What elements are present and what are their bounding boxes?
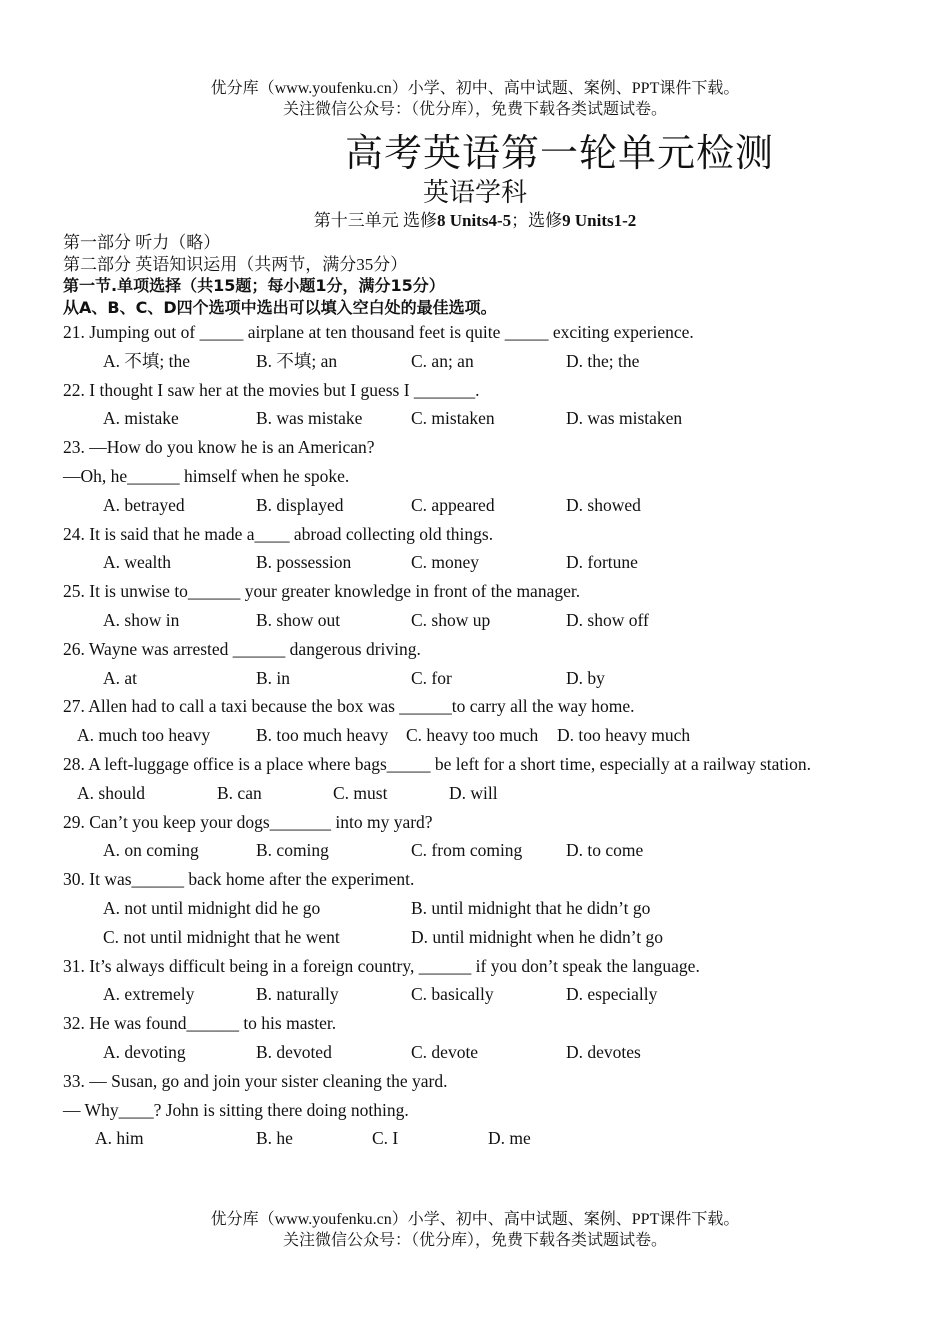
options-row	[63, 548, 887, 577]
section-1-heading: 第一节.单项选择（共15题；每小题1分，满分15分）	[63, 276, 445, 295]
answer-option[interactable]: D. by	[566, 667, 605, 688]
answer-option[interactable]: C. devote	[411, 1041, 479, 1062]
answer-option[interactable]: A. at	[103, 667, 138, 688]
answer-option[interactable]: A. devoting	[103, 1041, 186, 1062]
answer-option[interactable]: C. show up	[411, 609, 491, 630]
answer-option[interactable]: D. the; the	[566, 350, 640, 371]
unit-mid: ；选修	[511, 211, 563, 230]
unit-elective-8: 8 Units4-5	[436, 211, 512, 230]
question-stem: 25. It is unwise to______ your greater knowledge in front of the manager.	[63, 581, 581, 602]
question-stem: 30. It was______ back home after the experiment.	[63, 869, 415, 890]
answer-option[interactable]: A. mistake	[103, 408, 179, 429]
question-stem: 32. He was found______ to his master.	[63, 1013, 337, 1034]
answer-option[interactable]: C. appeared	[411, 494, 495, 515]
answer-option[interactable]: D. devotes	[566, 1041, 641, 1062]
question-stem: 31. It’s always difficult being in a foreign country, ______ if you don’t speak the language.	[63, 955, 700, 976]
answer-option[interactable]: D. too heavy much	[557, 725, 691, 746]
question-stem: 27. Allen had to call a taxi because the box was ______to carry all the way home.	[63, 696, 635, 717]
question-stem: 26. Wayne was arrested ______ dangerous driving.	[63, 638, 421, 659]
question-stem: —Oh, he______ himself when he spoke.	[63, 465, 350, 486]
options-row	[63, 347, 887, 376]
answer-option[interactable]: B. possession	[256, 552, 352, 573]
question-stem: 22. I thought I saw her at the movies but I guess I _______.	[63, 379, 480, 400]
answer-option[interactable]: D. fortune	[566, 552, 638, 573]
answer-option[interactable]: C. for	[411, 667, 452, 688]
answer-option[interactable]: D. until midnight when he didn’t go	[411, 926, 663, 947]
options-row	[63, 721, 887, 750]
options-row	[63, 894, 887, 923]
answer-option[interactable]: A. betrayed	[103, 494, 185, 515]
answer-option[interactable]: D. me	[488, 1128, 531, 1149]
question-stem: 28. A left-luggage office is a place where bags_____ be left for a short time, especially at a railway station.	[63, 753, 812, 774]
answer-option[interactable]: C. I	[372, 1128, 399, 1149]
page-title: 高考英语第一轮单元检测	[345, 133, 775, 175]
answer-option[interactable]: A. wealth	[103, 552, 172, 573]
options-row	[63, 664, 887, 693]
answer-option[interactable]: C. not until midnight that he went	[103, 926, 340, 947]
answer-option[interactable]: A. 不填; the	[103, 350, 191, 371]
answer-option[interactable]: B. was mistake	[256, 408, 363, 429]
answer-option[interactable]: A. him	[95, 1128, 144, 1149]
answer-option[interactable]: D. to come	[566, 840, 644, 861]
options-row	[63, 404, 887, 433]
question-stem: 23. —How do you know he is an American?	[63, 437, 375, 458]
options-row	[63, 836, 887, 865]
answer-option[interactable]: C. money	[411, 552, 480, 573]
answer-option[interactable]: A. should	[77, 782, 146, 803]
footer-line-1: 优分库（www.youfenku.cn）小学、初中、高中试题、案例、PPT课件下载。	[210, 1211, 740, 1228]
answer-option[interactable]: D. was mistaken	[566, 408, 683, 429]
part-2-heading: 第二部分 英语知识运用（共两节，满分35分）	[63, 255, 408, 274]
unit-elective-9: 9 Units1-2	[562, 211, 637, 230]
options-row	[63, 923, 887, 952]
answer-option[interactable]: B. show out	[256, 609, 341, 630]
answer-option[interactable]: B. 不填; an	[256, 350, 338, 371]
part-1-heading: 第一部分 听力（略）	[63, 233, 221, 252]
options-row	[63, 779, 887, 808]
answer-option[interactable]: C. must	[333, 782, 388, 803]
answer-option[interactable]: B. coming	[256, 840, 329, 861]
answer-option[interactable]: B. naturally	[256, 984, 339, 1005]
answer-option[interactable]: D. show off	[566, 609, 649, 630]
answer-option[interactable]: C. heavy too much	[406, 725, 539, 746]
options-row	[63, 1124, 887, 1153]
answer-option[interactable]: B. until midnight that he didn’t go	[411, 897, 651, 918]
answer-option[interactable]: B. can	[217, 782, 262, 803]
question-stem: 33. — Susan, go and join your sister cleaning the yard.	[63, 1070, 448, 1091]
answer-option[interactable]: D. showed	[566, 494, 641, 515]
footer-line-2: 关注微信公众号：（优分库），免费下载各类试题试卷。	[282, 1232, 667, 1249]
answer-option[interactable]: D. especially	[566, 984, 658, 1005]
answer-option[interactable]: A. extremely	[103, 984, 195, 1005]
page-subtitle: 英语学科	[422, 178, 527, 207]
answer-option[interactable]: C. basically	[411, 984, 494, 1005]
question-stem: 21. Jumping out of _____ airplane at ten thousand feet is quite _____ exciting experience.	[63, 322, 694, 342]
options-row	[63, 1038, 887, 1067]
instruction-text: 从A、B、C、D四个选项中选出可以填入空白处的最佳选项。	[63, 298, 497, 317]
answer-option[interactable]: A. show in	[103, 609, 180, 630]
question-list	[63, 318, 887, 1153]
answer-option[interactable]: B. too much heavy	[256, 725, 389, 746]
answer-option[interactable]: B. displayed	[256, 494, 344, 515]
answer-option[interactable]: A. not until midnight did he go	[103, 897, 321, 918]
answer-option[interactable]: B. devoted	[256, 1041, 332, 1062]
header-line-2: 关注微信公众号：（优分库），免费下载各类试题试卷。	[282, 101, 667, 118]
answer-option[interactable]: C. from coming	[411, 840, 523, 861]
header-line-1: 优分库（www.youfenku.cn）小学、初中、高中试题、案例、PPT课件下载。	[210, 80, 740, 97]
answer-option[interactable]: B. in	[256, 667, 291, 688]
options-row	[63, 606, 887, 635]
answer-option[interactable]: B. he	[256, 1128, 293, 1149]
question-stem: 24. It is said that he made a____ abroad collecting old things.	[63, 523, 494, 544]
answer-option[interactable]: A. much too heavy	[77, 725, 211, 746]
options-row	[63, 980, 887, 1009]
answer-option[interactable]: C. mistaken	[411, 408, 495, 429]
answer-option[interactable]: A. on coming	[103, 840, 199, 861]
answer-option[interactable]: D. will	[449, 782, 498, 803]
question-stem: 29. Can’t you keep your dogs_______ into my yard?	[63, 811, 433, 832]
question-stem: — Why____? John is sitting there doing nothing.	[63, 1099, 409, 1120]
options-row	[63, 491, 887, 520]
answer-option[interactable]: C. an; an	[411, 350, 474, 371]
unit-line	[0, 210, 950, 232]
unit-prefix: 第十三单元 选修	[313, 211, 437, 230]
